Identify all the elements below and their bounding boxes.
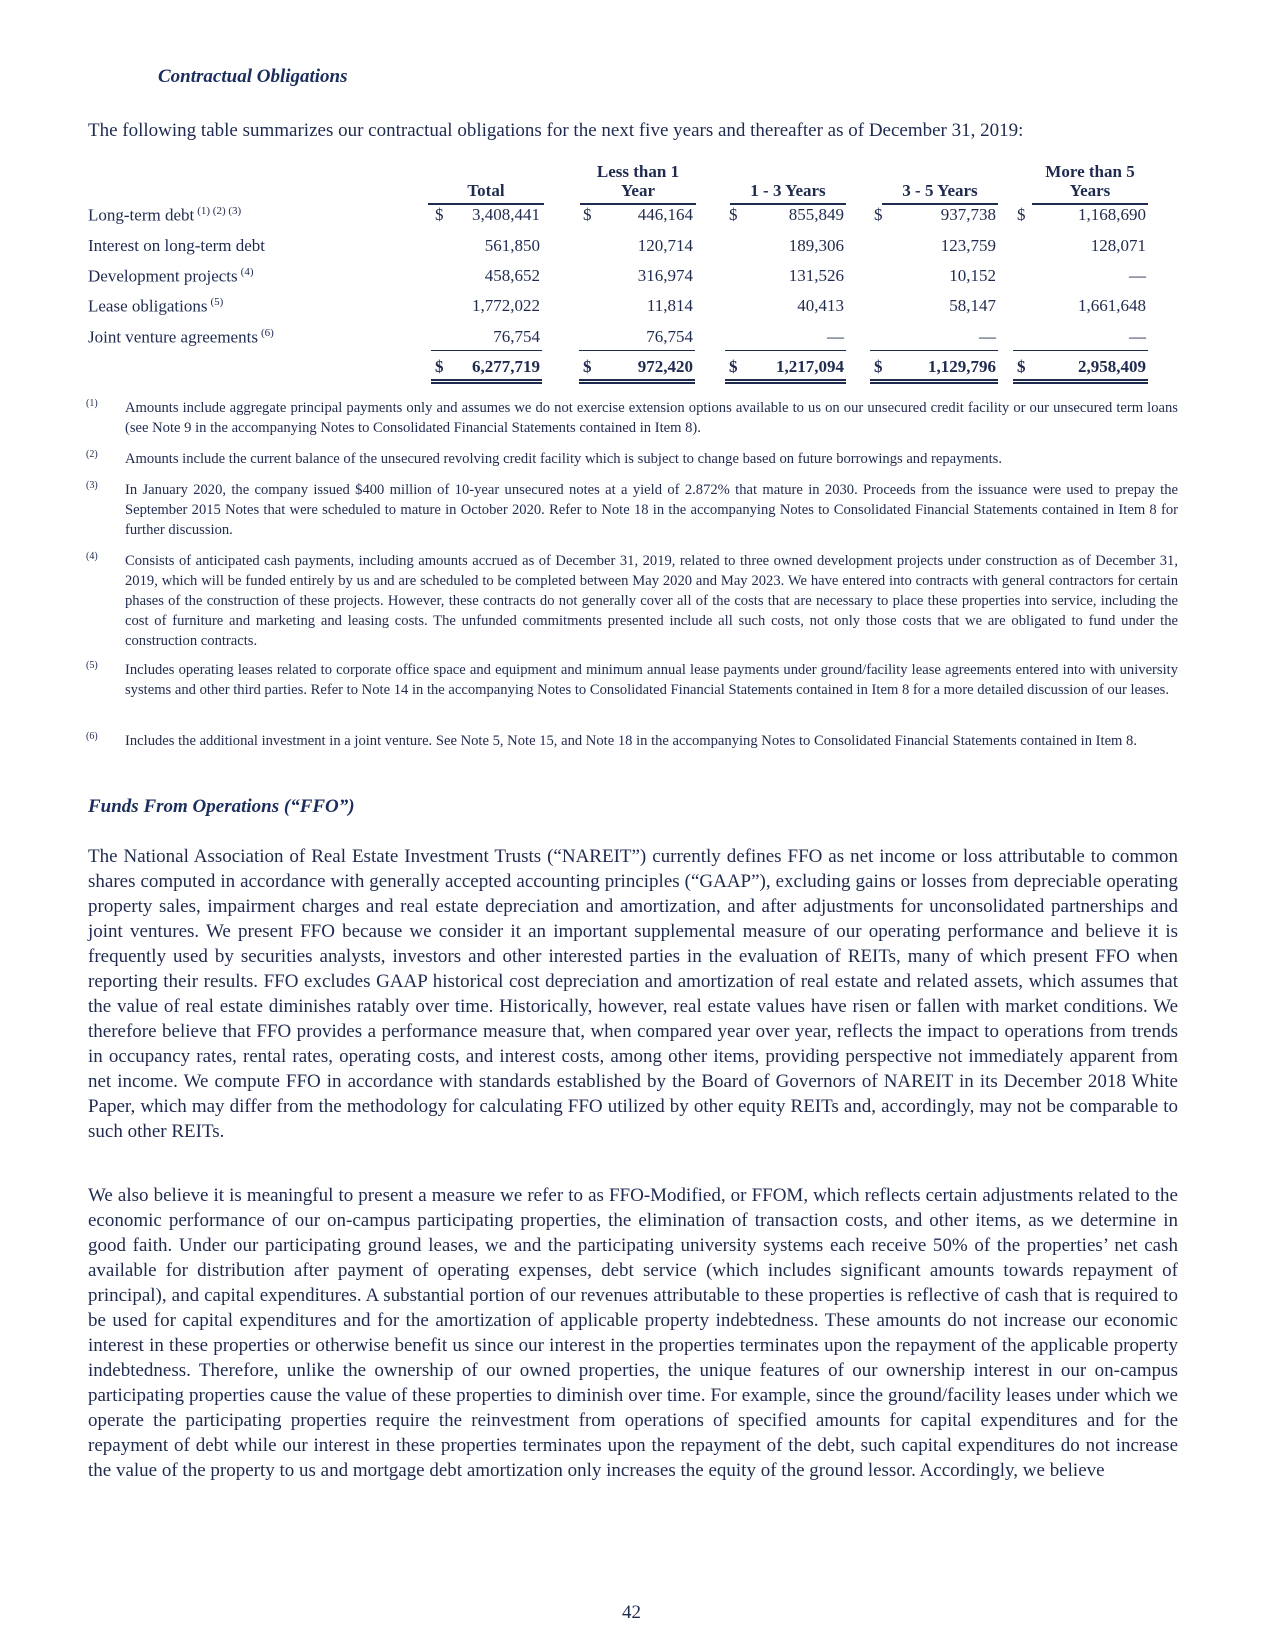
dollar-sign: $ xyxy=(1017,205,1026,224)
double-underline xyxy=(431,379,542,384)
footnote-text: Amounts include aggregate principal payments only and assumes we do not exercise extension options available to us on our unsecured credit facility or our unsecured term loans (see Note 9 in the accompanying Notes to Consolidated Financial Statements contained in Item 8). xyxy=(125,400,1178,436)
footnote-ref: (1) (2) (3) xyxy=(197,205,242,217)
table-cell: 937,738 xyxy=(940,205,996,224)
total-rule xyxy=(870,350,998,351)
table-cell: 40,413 xyxy=(797,296,844,315)
table-cell: 10,152 xyxy=(949,266,996,285)
double-underline xyxy=(579,379,695,384)
col-header-line2: Years xyxy=(1069,181,1111,200)
table-cell: 3,408,441 xyxy=(472,205,540,224)
col-header-line2: 3 - 5 Years xyxy=(902,181,978,200)
col-header-1-3-years xyxy=(730,162,846,200)
row-label xyxy=(88,266,253,287)
footnote-number: (5) xyxy=(86,660,98,671)
col-header-line1 xyxy=(428,162,544,181)
row-label-text: Lease obligations xyxy=(88,296,208,316)
table-cell: 458,652 xyxy=(484,266,540,285)
section-title-contractual-obligations: Contractual Obligations xyxy=(158,66,348,87)
table-cell: 120,714 xyxy=(637,236,693,255)
section-title-ffo: Funds From Operations (“FFO”) xyxy=(88,796,355,817)
dollar-sign: $ xyxy=(729,205,738,224)
table-cell: 11,814 xyxy=(646,296,693,315)
footnote-number: (4) xyxy=(86,551,98,562)
dollar-sign: $ xyxy=(435,205,444,224)
dollar-sign: $ xyxy=(1017,357,1026,376)
col-header-line1 xyxy=(882,162,998,181)
table-total-cell: 972,420 xyxy=(637,357,693,376)
paragraph-ffom: We also believe it is meaningful to present a measure we refer to as FFO-Modified, or FFOM, which reflects certain adjustments related to the economic performance of our on-campus participating properties, the elimination of transaction costs, and other items, as we determine in good faith. Under our participating ground leases, we and the participating university systems each receive 50% of the properties’ net cash available for distribution after payment of operating expenses, debt service (which includes significant amounts towards repayment of principal), and capital expenditures. A substantial portion of our revenues attributable to these properties is reflective of cash that is required to be used for capital expenditures and for the amortization of applicable property indebtedness. These amounts do not increase our economic interest in these properties or otherwise benefit us since our interest in the properties terminates upon the repayment of the applicable property indebtedness. Therefore, unlike the ownership of our owned properties, the unique features of our ownership interest in our on-campus participating properties cause the value of these properties to diminish over time. For example, since the ground/facility leases under which we operate the participating properties require the reinvestment from operations of specified amounts for capital expenditures and for the repayment of debt while our interest in these properties terminates upon the repayment of the debt, such capital expenditures do not increase the value of the property to us and mortgage debt amortization only increases the equity of the ground lessor. Accordingly, we believe xyxy=(88,1185,1178,1481)
table-total-cell: 6,277,719 xyxy=(472,357,540,376)
footnote-number: (2) xyxy=(86,449,98,460)
table-cell: — xyxy=(1129,327,1146,346)
footnote-number: (1) xyxy=(86,398,98,409)
intro-text: The following table summarizes our contractual obligations for the next five years and thereafter as of December 31, 2019: xyxy=(88,120,1024,141)
total-rule xyxy=(579,350,695,351)
col-header-line2: Year xyxy=(621,181,655,200)
row-label-text: Long-term debt xyxy=(88,205,195,225)
col-header-line1 xyxy=(730,162,846,181)
table-cell: 1,661,648 xyxy=(1078,296,1146,315)
table-cell: 58,147 xyxy=(949,296,996,315)
double-underline xyxy=(725,379,846,384)
total-rule xyxy=(1013,350,1148,351)
col-header-more-than-5-years xyxy=(1032,162,1148,200)
table-cell: 128,071 xyxy=(1090,236,1146,255)
dollar-sign: $ xyxy=(874,205,883,224)
footnote-ref: (4) xyxy=(240,266,254,278)
table-cell: — xyxy=(979,327,996,346)
table-total-cell: 1,129,796 xyxy=(928,357,996,376)
table-total-cell: 1,217,094 xyxy=(776,357,844,376)
dollar-sign: $ xyxy=(729,357,738,376)
footnote-text: Includes the additional investment in a joint venture. See Note 5, Note 15, and Note 18 in the accompanying Notes to Consolidated Financial Statements contained in Item 8. xyxy=(125,733,1138,749)
table-cell: — xyxy=(827,327,844,346)
table-cell: 1,168,690 xyxy=(1078,205,1146,224)
row-label xyxy=(88,236,265,256)
table-cell: 316,974 xyxy=(637,266,693,285)
footnote-text: Amounts include the current balance of the unsecured revolving credit facility which is subject to change based on future borrowings and repayments. xyxy=(125,451,1002,467)
table-cell: 189,306 xyxy=(788,236,844,255)
table-cell: 76,754 xyxy=(646,327,693,346)
footnote-text: Includes operating leases related to corporate office space and equipment and minimum annual lease payments under ground/facility lease agreements entered into with university systems and other third parties. Refer to Note 14 in the accompanying Notes to Consolidated Financial Statements contained in Item 8 for a more detailed discussion of our leases. xyxy=(125,662,1178,698)
total-rule xyxy=(431,350,542,351)
footnote-text: Consists of anticipated cash payments, including amounts accrued as of December 31, 2019, related to three owned development projects under construction as of December 31, 2019, which will be funded entirely by us and are scheduled to be completed between May 2020 and May 2023. We have entered into contracts with general contractors for certain phases of the construction of these projects. However, these contracts do not generally cover all of the costs that are necessary to place these properties into service, including the cost of furniture and marketing and leasing costs. The unfunded commitments presented include all such costs, not only those costs that we are obligated to fund under the construction contracts. xyxy=(125,553,1178,649)
table-cell: — xyxy=(1129,266,1146,285)
row-label xyxy=(88,327,274,348)
row-label-text: Interest on long-term debt xyxy=(88,236,266,255)
row-label xyxy=(88,205,241,226)
dollar-sign: $ xyxy=(874,357,883,376)
row-label-text: Joint venture agreements xyxy=(88,327,258,347)
col-header-line2: 1 - 3 Years xyxy=(750,181,826,200)
table-cell: 1,772,022 xyxy=(472,296,540,315)
page-number: 42 xyxy=(622,1602,641,1623)
footnote-number: (6) xyxy=(86,731,98,742)
row-label xyxy=(88,296,223,317)
col-header-less-than-1-year xyxy=(580,162,696,200)
col-header-total xyxy=(428,162,544,200)
col-header-line2: Total xyxy=(467,181,505,200)
table-cell: 446,164 xyxy=(637,205,693,224)
double-underline xyxy=(870,379,998,384)
col-header-3-5-years xyxy=(882,162,998,200)
footnote-text: In January 2020, the company issued $400 million of 10-year unsecured notes at a yield of 2.872% that mature in 2030. Proceeds from the issuance were used to prepay the September 2015 Notes that were scheduled to mature in October 2020. Refer to Note 18 in the accompanying Notes to Consolidated Financial Statements contained in Item 8 for further discussion. xyxy=(125,482,1178,538)
table-cell: 855,849 xyxy=(788,205,844,224)
dollar-sign: $ xyxy=(583,205,592,224)
table-cell: 76,754 xyxy=(493,327,540,346)
dollar-sign: $ xyxy=(583,357,592,376)
paragraph-ffo-definition: The National Association of Real Estate Investment Trusts (“NAREIT”) currently defines FFO as net income or loss attributable to common shares computed in accordance with generally accepted accounting principles (“GAAP”), excluding gains or losses from depreciable operating property sales, impairment charges and real estate depreciation and amortization, and after adjustments for unconsolidated partnerships and joint ventures. We present FFO because we consider it an important supplemental measure of our operating performance and believe it is frequently used by securities analysts, investors and other interested parties in the evaluation of REITs, many of which present FFO when reporting their results. FFO excludes GAAP historical cost depreciation and amortization of real estate and related assets, which assumes that the value of real estate diminishes ratably over time. Historically, however, real estate values have risen or fallen with market conditions. We therefore believe that FFO provides a performance measure that, when compared year over year, reflects the impact to operations from trends in occupancy rates, rental rates, operating costs, and interest costs, among other items, providing perspective not immediately apparent from net income. We compute FFO in accordance with standards established by the Board of Governors of NAREIT in its December 2018 White Paper, which may differ from the methodology for calculating FFO utilized by other equity REITs and, accordingly, may not be comparable to such other REITs. xyxy=(88,846,1178,1142)
double-underline xyxy=(1013,379,1148,384)
col-header-line1: Less than 1 xyxy=(596,162,680,181)
total-rule xyxy=(725,350,846,351)
table-total-cell: 2,958,409 xyxy=(1078,357,1146,376)
footnote-number: (3) xyxy=(86,480,98,491)
table-cell: 561,850 xyxy=(484,236,540,255)
dollar-sign: $ xyxy=(435,357,444,376)
col-header-line1: More than 5 xyxy=(1045,162,1135,181)
row-label-text: Development projects xyxy=(88,266,238,286)
footnote-ref: (5) xyxy=(210,296,224,308)
table-cell: 123,759 xyxy=(940,236,996,255)
footnote-ref: (6) xyxy=(260,327,274,339)
table-cell: 131,526 xyxy=(788,266,844,285)
